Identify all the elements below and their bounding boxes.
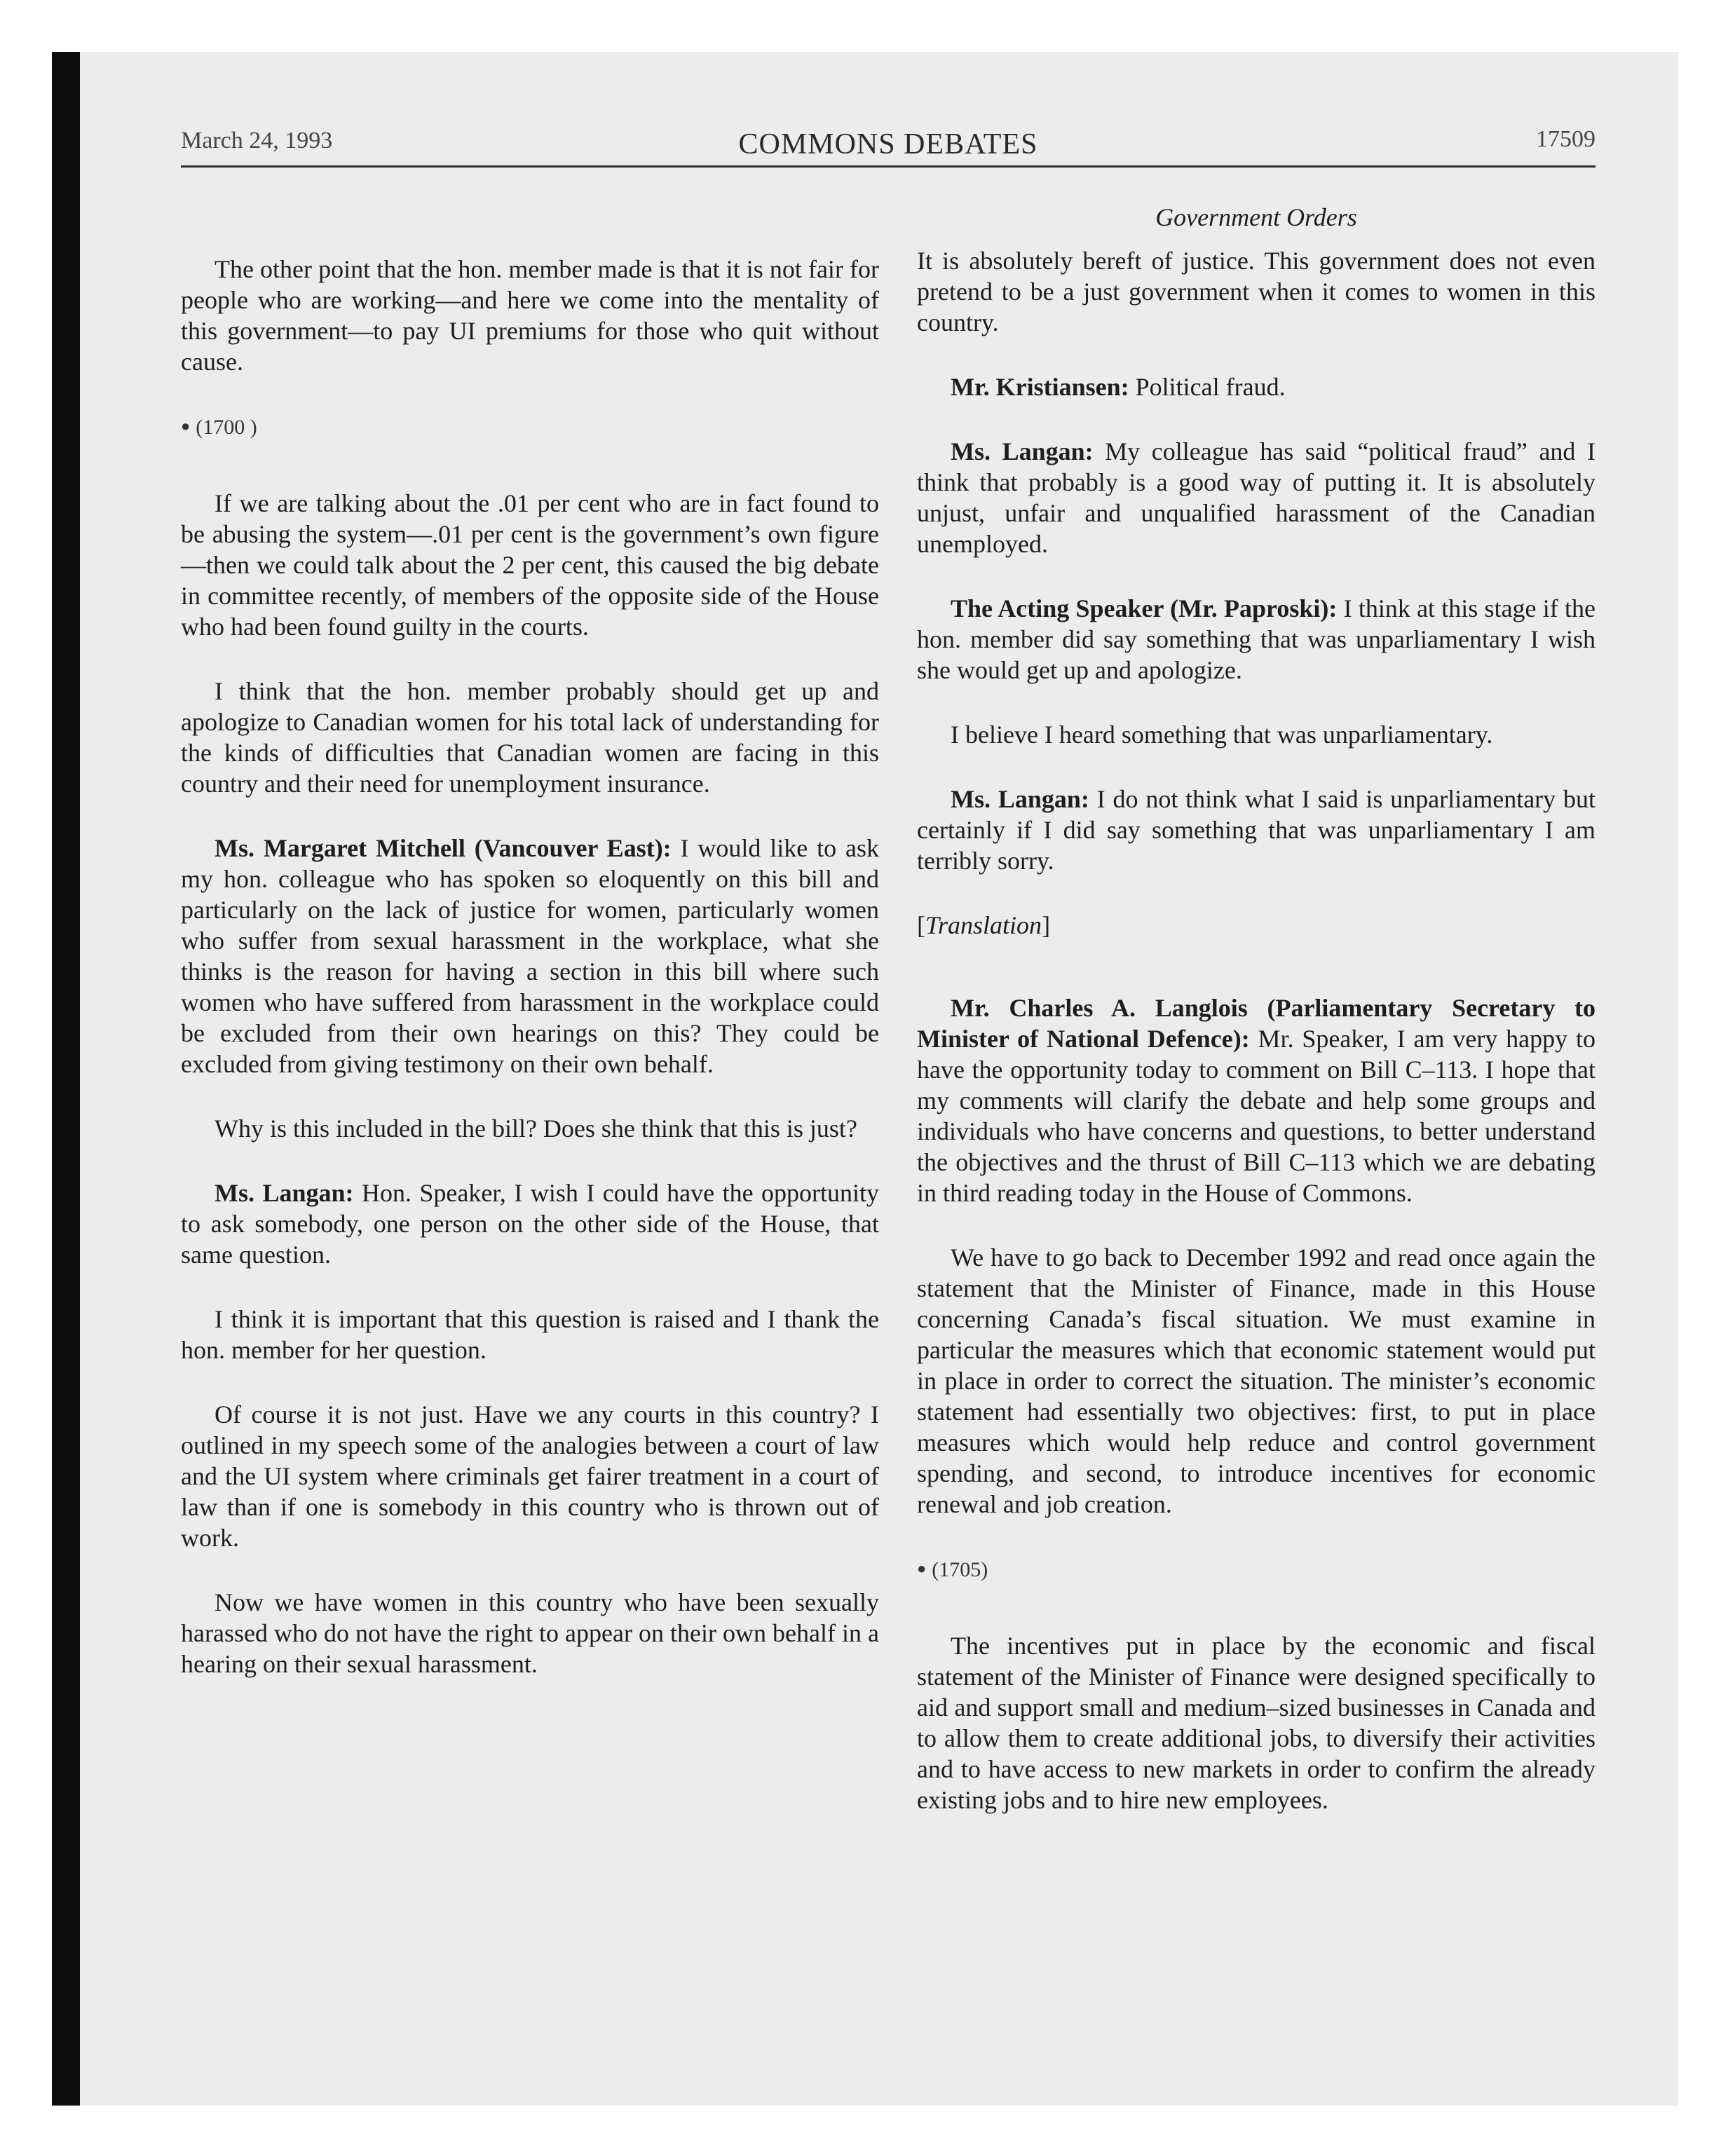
time-marker: ● (1700 ) xyxy=(181,416,257,439)
time-marker: ● (1705) xyxy=(917,1558,988,1581)
paragraph: I think it is important that this question is raised and I thank the hon. member for her question. xyxy=(181,1305,879,1364)
paragraph: Mr. Kristiansen: Political fraud. xyxy=(951,373,1286,401)
paragraph: I believe I heard something that was unparliamentary. xyxy=(951,721,1493,749)
page-header xyxy=(181,123,1595,160)
paragraph: The Acting Speaker (Mr. Paproski): I think at this stage if the hon. member did say something that was unparliamentary I wish she would get up and apologize. xyxy=(917,594,1595,684)
paragraph: The other point that the hon. member made is that it is not fair for people who are working—and here we come into the mentality of this government—to pay UI premiums for those who quit without cause. xyxy=(181,255,879,376)
bullet-icon: ● xyxy=(181,417,191,435)
paragraph: Now we have women in this country who have been sexually harassed who do not have the right to appear on their own behalf in a hearing on their sexual harassment. xyxy=(181,1588,879,1678)
header-rule xyxy=(181,165,1595,168)
header-date: March 24, 1993 xyxy=(181,128,333,153)
speaker-name: Mr. Charles A. Langlois (Parliamentary Secretary to Minister of National Defence): xyxy=(917,994,1595,1053)
paragraph: Ms. Langan: I do not think what I said is unparliamentary but certainly if I did say something that was unparliamentary I am terribly sorry. xyxy=(917,785,1595,875)
scan-edge-bar xyxy=(52,52,80,2106)
header-title: COMMONS DEBATES xyxy=(738,128,1038,161)
left-column xyxy=(181,254,879,1713)
paragraph: The incentives put in place by the economic and fiscal statement of the Minister of Finance were designed specifically to aid and support small and medium–sized businesses in Canada and to allow them to create additional jobs, to diversify their activities and to have access to new markets in order to confirm the already existing jobs and to hire new employees. xyxy=(917,1632,1595,1814)
speaker-name: The Acting Speaker (Mr. Paproski): xyxy=(951,594,1338,622)
speaker-name: Ms. Margaret Mitchell (Vancouver East): xyxy=(215,834,672,862)
speaker-name: Mr. Kristiansen: xyxy=(951,373,1129,401)
translation-note: [Translation] xyxy=(917,911,1051,939)
header-page-number: 17509 xyxy=(1536,126,1595,152)
paragraph: Mr. Charles A. Langlois (Parliamentary Secretary to Minister of National Defence): Mr. Speaker, I am very happy to have the opportunity today to comment on Bill C–113. I hope that my comments will clarify the debate and help some groups and individuals who have concerns and questions, to better understand the objectives and the thrust of Bill C–113 which we are debating in third reading today in the House of Commons. xyxy=(917,994,1595,1207)
paragraph: Of course it is not just. Have we any courts in this country? I outlined in my speech some of the analogies between a court of law and the UI system where criminals get fairer treatment in a court of law than if one is somebody in this country who is thrown out of work. xyxy=(181,1400,879,1552)
paragraph: We have to go back to December 1992 and read once again the statement that the Minister of Finance, made in this House concerning Canada’s fiscal situation. We must examine in particular the measures which that economic statement would put in place in order to correct the situation. The minister’s economic statement had essentially two objectives: first, to put in place measures which would help reduce and control government spending, and second, to introduce incentives for economic renewal and job creation. xyxy=(917,1243,1595,1518)
paragraph: Ms. Langan: Hon. Speaker, I wish I could have the opportunity to ask somebody, one person on the other side of the House, that same question. xyxy=(181,1179,880,1269)
paragraph: I think that the hon. member probably should get up and apologize to Canadian women for his total lack of understanding for the kinds of difficulties that Canadian women are facing in this country and their need for unemployment insurance. xyxy=(181,677,879,798)
section-title: Government Orders xyxy=(1155,203,1357,231)
speaker-name: Ms. Langan: xyxy=(951,437,1094,465)
paragraph: It is absolutely bereft of justice. This government does not even pretend to be a just government when it comes to women in this country. xyxy=(917,247,1595,336)
right-column xyxy=(917,202,1595,1849)
speaker-name: Ms. Langan: xyxy=(951,785,1089,813)
paragraph: If we are talking about the .01 per cent who are in fact found to be abusing the system—.01 per cent is the government’s own figure—then we could talk about the 2 per cent, this caused the big debate in committee recently, of members of the opposite side of the House who had been found guilty in the courts. xyxy=(181,489,879,641)
bullet-icon: ● xyxy=(917,1560,927,1577)
paragraph: Ms. Margaret Mitchell (Vancouver East): I would like to ask my hon. colleague who has spoken so eloquently on this bill and particularly on the lack of justice for women, particularly women who suffer from sexual harassment in the workplace, what she thinks is the reason for having a section in this bill where such women who have suffered from harassment in the workplace could be excluded from their own hearings on this? They could be excluded from giving testimony on their own behalf. xyxy=(181,834,880,1078)
paragraph: Ms. Langan: My colleague has said “political fraud” and I think that probably is a good way of putting it. It is absolutely unjust, unfair and unqualified harassment of the Canadian unemployed. xyxy=(917,437,1595,558)
speaker-name: Ms. Langan: xyxy=(215,1179,354,1207)
paragraph: Why is this included in the bill? Does she think that this is just? xyxy=(215,1114,857,1142)
page xyxy=(181,119,1595,2068)
